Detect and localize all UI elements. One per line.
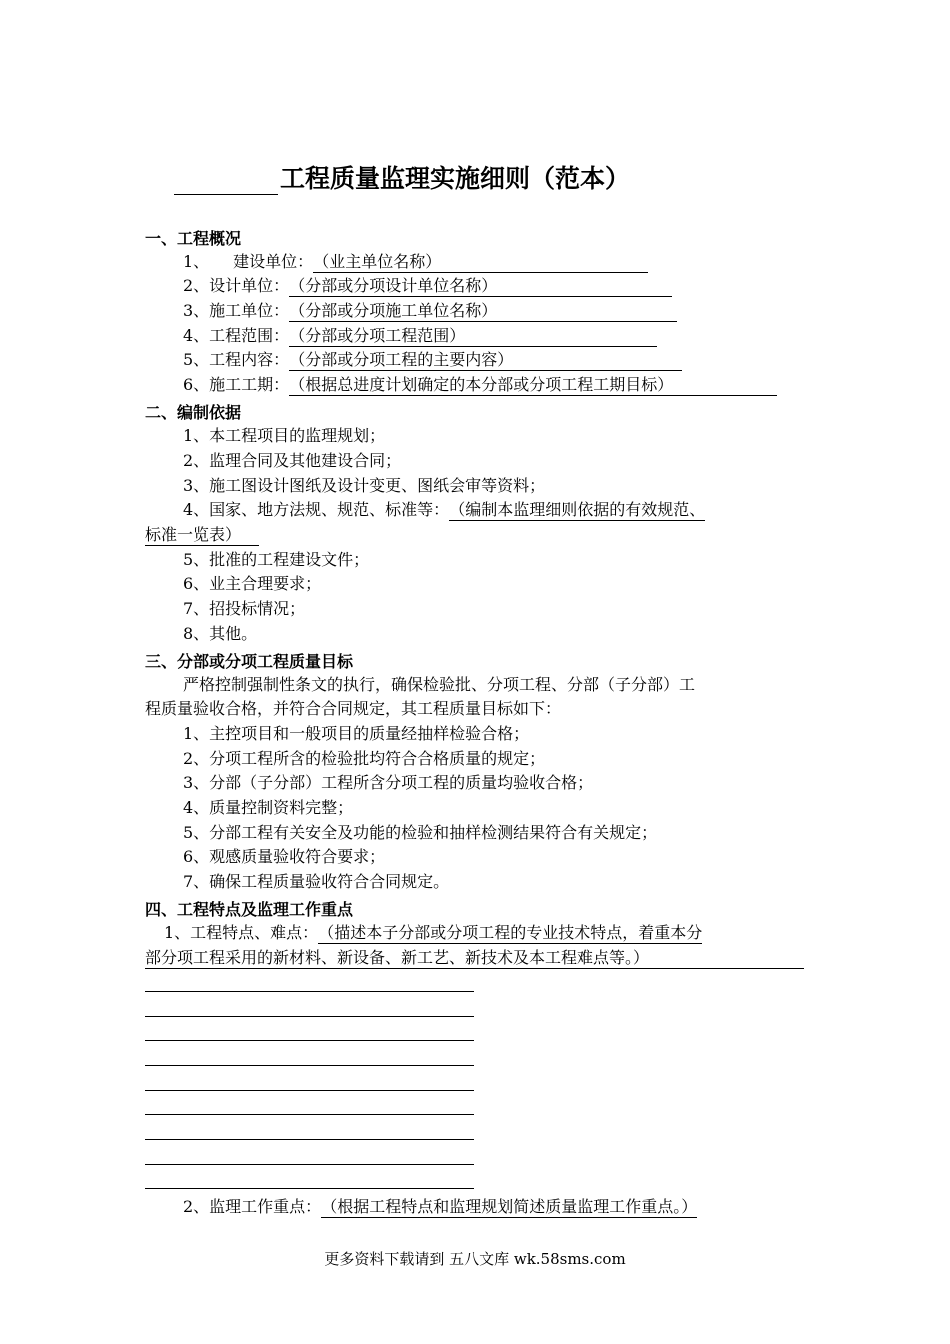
paragraph: 严格控制强制性条文的执行，确保检验批、分项工程、分部（子分部）工 (183, 675, 696, 694)
paragraph: 程质量验收合格，并符合合同规定，其工程质量目标如下： (145, 699, 562, 718)
blank-line (145, 1016, 474, 1017)
field-value: （描述本子分部或分项工程的专业技术特点，着重本分 (318, 923, 703, 942)
field-value: （分部或分项施工单位名称） (289, 301, 677, 322)
list-item: 1、本工程项目的监理规划； (183, 426, 386, 445)
list-item: 5、批准的工程建设文件； (183, 550, 370, 569)
section2-heading: 二、编制依据 (145, 403, 242, 422)
list-item: 6、业主合理要求； (183, 574, 322, 593)
list-item: 6、施工工期：（根据总进度计划确定的本分部或分项工程工期目标） (183, 373, 777, 397)
list-item: 1、工程特点、难点：（描述本子分部或分项工程的专业技术特点，着重本分 (164, 923, 703, 942)
blank-line (145, 1164, 474, 1165)
list-item: 8、其他。 (183, 624, 258, 643)
field-value: 部分项工程采用的新材料、新设备、新工艺、新技术及本工程难点等。） (145, 948, 804, 969)
field-value: （业主单位名称） (313, 252, 648, 273)
list-item: 5、工程内容：（分部或分项工程的主要内容） (183, 348, 682, 372)
blank-line (145, 1040, 474, 1041)
list-item: 3、施工单位：（分部或分项施工单位名称） (183, 299, 677, 323)
list-item: 4、工程范围：（分部或分项工程范围） (183, 324, 657, 348)
list-item: 2、设计单位：（分部或分项设计单位名称） (183, 274, 672, 298)
field-value: （根据总进度计划确定的本分部或分项工程工期目标） (289, 375, 777, 396)
section3-heading: 三、分部或分项工程质量目标 (145, 652, 354, 671)
section1-heading: 一、工程概况 (145, 229, 242, 248)
list-item: 1、 建设单位：（业主单位名称） (183, 250, 648, 274)
blank-line (145, 1139, 474, 1140)
blank-line (145, 1114, 474, 1115)
blank-line (145, 1090, 474, 1091)
field-value: 标准一览表） (145, 525, 259, 546)
field-value: （分部或分项设计单位名称） (289, 276, 672, 297)
footer-text: 更多资料下载请到 五八文库 wk.58sms.com (324, 1250, 626, 1268)
blank-line (145, 1065, 474, 1066)
list-item: 4、国家、地方法规、规范、标准等：（编制本监理细则依据的有效规范、 (183, 500, 706, 519)
list-item: 2、监理合同及其他建设合同； (183, 451, 402, 470)
list-item: 3、施工图设计图纸及设计变更、图纸会审等资料； (183, 476, 546, 495)
page-title: 工程质量监理实施细则（范本） (174, 159, 630, 195)
title-blank (174, 168, 278, 195)
list-item-continuation (145, 523, 259, 547)
list-item: 7、确保工程质量验收符合合同规定。 (183, 872, 450, 891)
list-item: 3、分部（子分部）工程所含分项工程的质量均验收合格； (183, 773, 594, 792)
blank-line (145, 1188, 474, 1189)
list-item-continuation (145, 946, 804, 970)
list-item: 4、质量控制资料完整； (183, 798, 354, 817)
section4-heading: 四、工程特点及监理工作重点 (145, 900, 354, 919)
list-item: 7、招投标情况； (183, 599, 306, 618)
field-value: （分部或分项工程范围） (289, 326, 657, 347)
field-value: （根据工程特点和监理规划简述质量监理工作重点。） (321, 1197, 698, 1216)
list-item: 2、监理工作重点：（根据工程特点和监理规划简述质量监理工作重点。） (183, 1197, 698, 1216)
field-value: （编制本监理细则依据的有效规范、 (449, 500, 706, 519)
list-item: 1、主控项目和一般项目的质量经抽样检验合格； (183, 724, 530, 743)
list-item: 6、观感质量验收符合要求； (183, 847, 386, 866)
list-item: 2、分项工程所含的检验批均符合合格质量的规定； (183, 749, 546, 768)
list-item: 5、分部工程有关安全及功能的检验和抽样检测结果符合有关规定； (183, 823, 658, 842)
field-value: （分部或分项工程的主要内容） (289, 350, 682, 371)
blank-line (145, 991, 474, 992)
